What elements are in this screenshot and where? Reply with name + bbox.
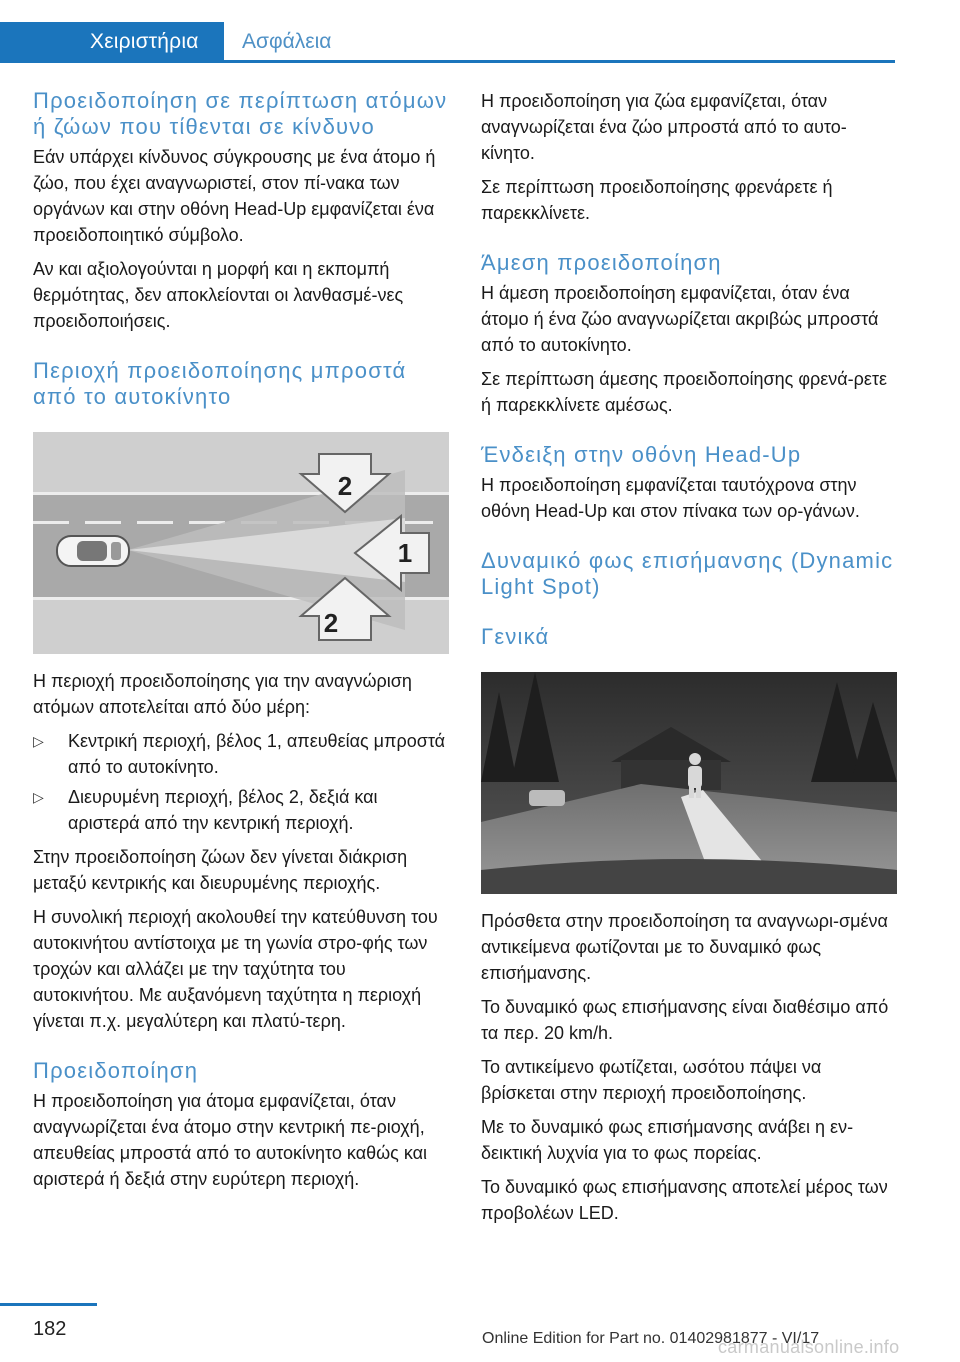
list-item: ▷ Διευρυμένη περιοχή, βέλος 2, δεξιά και αριστερά από την κεντρική περιοχή. bbox=[33, 784, 449, 836]
paragraph: Η προειδοποίηση για άτομα εμφανίζεται, όταν αναγνωρίζεται ένα άτομο στην κεντρική πε-ριοχή, απευθείας μπροστά από το αυτοκίνητο καθώς και αριστερά ή δεξιά στην ευρύτερη περιοχή. bbox=[33, 1091, 428, 1189]
heading-immediate-warning: Άμεση προειδοποίηση bbox=[481, 250, 722, 275]
heading-warning-area: Περιοχή προειδοποίησης μπροστά από το αυτοκίνητο bbox=[33, 358, 407, 409]
triangle-right-icon: ▷ bbox=[33, 789, 44, 805]
car-icon bbox=[57, 536, 129, 566]
tab-controls[interactable]: Χειριστήρια bbox=[0, 22, 224, 62]
edition-text: Online Edition for Part no. 01402981877 - VI/17 bbox=[482, 1330, 820, 1347]
tab-safety[interactable]: Ασφάλεια bbox=[242, 30, 332, 53]
warning-area-diagram bbox=[33, 432, 449, 654]
paragraph: Με το δυναμικό φως επισήμανσης ανάβει η εν-δεικτική λυχνία για το φως πορείας. bbox=[481, 1117, 854, 1163]
paragraph: Στην προειδοποίηση ζώων δεν γίνεται διάκριση μεταξύ κεντρικής και διευρυμένης περιοχής. bbox=[33, 847, 408, 893]
heading-general: Γενικά bbox=[481, 624, 550, 649]
page-header bbox=[0, 0, 960, 64]
paragraph: Η προειδοποίηση για ζώα εμφανίζεται, όταν αναγνωρίζεται ένα ζώο μπροστά από το αυτο-κίνητο. bbox=[481, 91, 847, 163]
paragraph: Η περιοχή προειδοποίησης για την αναγνώριση ατόμων αποτελείται από δύο μέρη: bbox=[33, 671, 412, 717]
header-divider bbox=[0, 60, 895, 63]
footer-divider bbox=[0, 1303, 97, 1306]
page-number: 182 bbox=[33, 1318, 67, 1340]
bullet-list bbox=[33, 728, 449, 836]
heading-dynamic-light-spot: Δυναμικό φως επισήμανσης (Dynamic Light Spot) bbox=[481, 548, 894, 599]
heading-warning: Προειδοποίηση bbox=[33, 1058, 199, 1083]
left-column bbox=[33, 88, 449, 1200]
paragraph: Σε περίπτωση προειδοποίησης φρενάρετε ή παρεκκλίνετε. bbox=[481, 177, 833, 223]
right-column bbox=[481, 88, 897, 1234]
triangle-right-icon: ▷ bbox=[33, 733, 44, 749]
arrow-label-2-top: 2 bbox=[337, 471, 353, 501]
heading-person-animal-warning: Προειδοποίηση σε περίπτωση ατόμων ή ζώων που τίθενται σε κίνδυνο bbox=[33, 88, 448, 139]
paragraph: Σε περίπτωση άμεσης προειδοποίησης φρενά-ρετε ή παρεκκλίνετε αμέσως. bbox=[481, 369, 888, 415]
arrow-label-2-bottom: 2 bbox=[323, 608, 339, 638]
watermark: carmanualsonline.info bbox=[718, 1337, 900, 1357]
paragraph: Αν και αξιολογούνται η μορφή και η εκπομπή θερμότητας, δεν αποκλείονται οι λανθασμέ-νες προειδοποιήσεις. bbox=[33, 259, 404, 331]
paragraph: Πρόσθετα στην προειδοποίηση τα αναγνωρι-σμένα αντικείμενα φωτίζονται με το δυναμικό φως επισήμανσης. bbox=[481, 911, 888, 983]
paragraph: Η άμεση προειδοποίηση εμφανίζεται, όταν ένα άτομο ή ένα ζώο αναγνωρίζεται ακριβώς μπροστά από το αυτοκίνητο. bbox=[481, 283, 879, 355]
paragraph: Το δυναμικό φως επισήμανσης είναι διαθέσιμο από τα περ. 20 km/h. bbox=[481, 997, 889, 1043]
paragraph: Το δυναμικό φως επισήμανσης αποτελεί μέρος των προβολέων LED. bbox=[481, 1177, 888, 1223]
arrow-label-1: 1 bbox=[397, 538, 413, 568]
paragraph: Το αντικείμενο φωτίζεται, ωσότου πάψει να βρίσκεται στην περιοχή προειδοποίησης. bbox=[481, 1057, 822, 1103]
paragraph: Εάν υπάρχει κίνδυνος σύγκρουσης με ένα άτομο ή ζώο, που έχει αναγνωριστεί, στον πί-νακα των οργάνων και στην οθόνη Head-Up εμφανίζεται ένα προειδοποιητικό σύμβολο. bbox=[33, 147, 436, 245]
paragraph: Η συνολική περιοχή ακολουθεί την κατεύθυνση του αυτοκινήτου αντίστοιχα με τη γωνία στρο-φής των τροχών και αλλάζει με την ταχύτητα του αυτοκινήτου. Με αυξανόμενη ταχύτητα η περιοχή γίνεται π.χ. μεγαλύτερη και πλατύ-τερη. bbox=[33, 907, 438, 1031]
heading-head-up-display: Ένδειξη στην οθόνη Head-Up bbox=[481, 442, 802, 467]
paragraph: Η προειδοποίηση εμφανίζεται ταυτόχρονα στην οθόνη Head-Up και στον πίνακα των ορ-γάνων. bbox=[481, 475, 860, 521]
list-item: ▷ Κεντρική περιοχή, βέλος 1, απευθείας μπροστά από το αυτοκίνητο. bbox=[33, 728, 449, 780]
dynamic-light-spot-photo bbox=[481, 672, 897, 894]
